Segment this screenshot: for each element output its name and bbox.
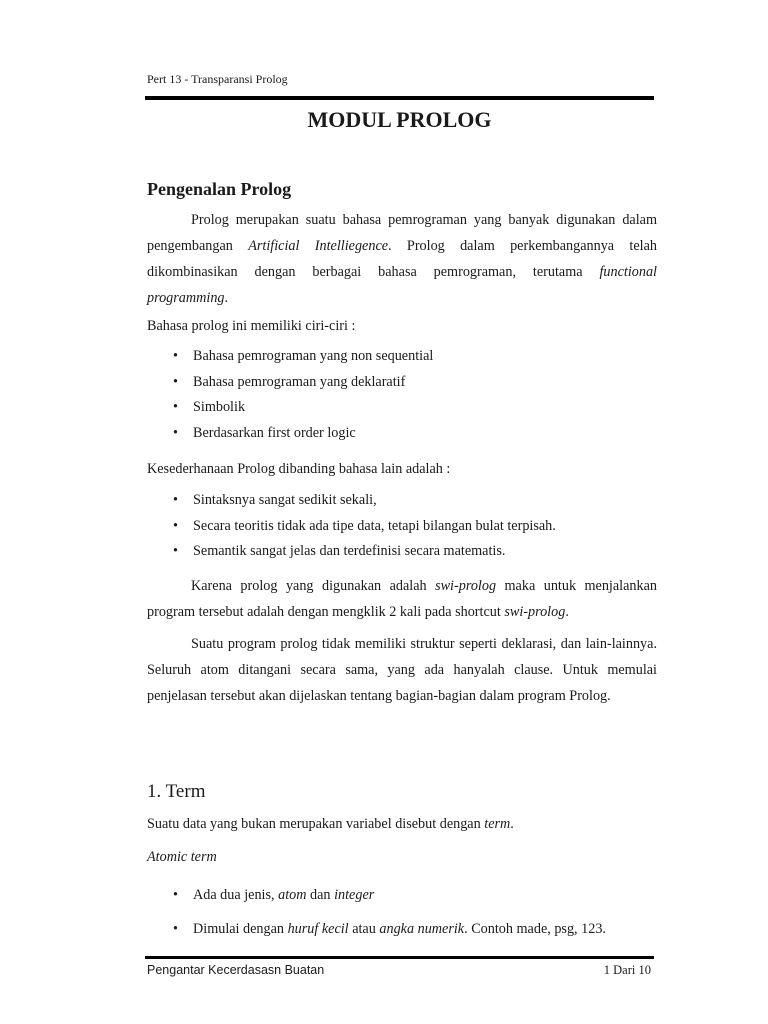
paragraph-intro	[147, 207, 657, 311]
atomic-term-list	[147, 878, 606, 946]
section-heading-term: 1. Term	[147, 781, 206, 802]
list-item	[147, 370, 433, 396]
page-title: MODUL PROLOG	[307, 107, 492, 132]
bullet-icon: •	[173, 921, 178, 937]
text-span: .	[510, 816, 514, 832]
footer-rule	[145, 956, 654, 959]
text-span: Karena prolog yang digunakan adalah	[191, 578, 436, 594]
list-item	[147, 344, 433, 370]
italic-term: integer	[334, 887, 375, 903]
bullet-icon: •	[173, 492, 178, 508]
bullet-icon: •	[173, 348, 178, 364]
subheading-atomic-term	[147, 847, 217, 867]
kesederhanaan-list	[147, 488, 556, 565]
italic-term: term	[484, 816, 511, 832]
bullet-icon: •	[173, 887, 178, 903]
list-item	[147, 488, 556, 514]
paragraph-swi-prolog	[147, 573, 657, 625]
list-item-text: Semantik sangat jelas dan terdefinisi secara matematis.	[193, 543, 506, 559]
text-span: maka untuk menjalankan program tersebut adalah dengan mengklik 2 kali pada shortcut	[147, 578, 657, 620]
list-item	[147, 912, 606, 946]
list-item-text: Bahasa pemrograman yang deklaratif	[193, 373, 406, 390]
text-span: . Contoh made, psg, 123.	[464, 921, 606, 937]
text-span: Ada dua jenis,	[193, 887, 279, 903]
kesederhanaan-intro: Kesederhanaan Prolog dibanding bahasa lain adalah :	[147, 461, 451, 477]
bullet-icon: •	[173, 517, 178, 534]
text-span: .	[224, 290, 229, 306]
bullet-icon: •	[173, 424, 178, 441]
page-number: 1 Dari 10	[603, 963, 651, 977]
italic-term: swi-prolog	[504, 604, 566, 620]
list-item-text: Bahasa pemrograman yang non sequential	[193, 348, 434, 364]
bullet-icon: •	[173, 399, 178, 415]
list-item	[147, 878, 606, 912]
text-span: Dimulai dengan	[193, 921, 288, 937]
italic-term: huruf kecil	[287, 921, 349, 937]
italic-term: Artificial Intelliegence	[248, 238, 389, 254]
list-item	[147, 395, 433, 421]
text-span: Suatu data yang bukan merupakan variabel disebut dengan	[147, 816, 485, 832]
ciri-list	[147, 344, 433, 446]
list-item-text: Simbolik	[193, 399, 246, 415]
ciri-intro: Bahasa prolog ini memiliki ciri-ciri :	[147, 318, 356, 334]
text-span: .	[565, 604, 569, 620]
header-rule	[145, 96, 654, 100]
text-span: dan	[306, 887, 335, 903]
list-item	[147, 539, 556, 565]
paragraph-struktur: Suatu program prolog tidak memiliki struktur seperti deklarasi, dan lain-lainnya. Seluruh atom ditangani secara sama, yang ada hanyalah clause. Untuk memulai penjelasan tersebut akan dijelaskan tentang bagian-bagian dalam program Prolog.	[147, 636, 657, 704]
italic-term: Atomic term	[147, 849, 217, 865]
list-item-text: Berdasarkan first order logic	[193, 424, 356, 441]
italic-term: angka numerik	[379, 921, 465, 937]
italic-term: functional programming	[147, 264, 657, 306]
list-item-text: Secara teoritis tidak ada tipe data, tetapi bilangan bulat terpisah.	[193, 517, 556, 534]
running-footer: Pengantar Kecerdasasn Buatan	[147, 963, 325, 977]
paragraph-term	[147, 814, 514, 834]
bullet-icon: •	[173, 543, 178, 559]
list-item-text: Sintaksnya sangat sedikit sekali,	[193, 492, 377, 508]
text-span: atau	[348, 921, 380, 937]
list-item	[147, 514, 556, 540]
text-span: Prolog merupakan suatu bahasa pemrograman yang banyak digunakan dalam pengembangan	[147, 212, 657, 254]
section-heading-pengenalan: Pengenalan Prolog	[147, 179, 292, 199]
italic-term: swi-prolog	[435, 578, 497, 594]
text-span: . Prolog dalam perkembangannya telah dikombinasikan dengan berbagai bahasa pemrograman, terutama	[147, 238, 657, 280]
italic-term: atom	[278, 887, 307, 903]
list-item	[147, 421, 433, 447]
running-header: Pert 13 - Transparansi Prolog	[147, 72, 288, 86]
bullet-icon: •	[173, 373, 178, 390]
